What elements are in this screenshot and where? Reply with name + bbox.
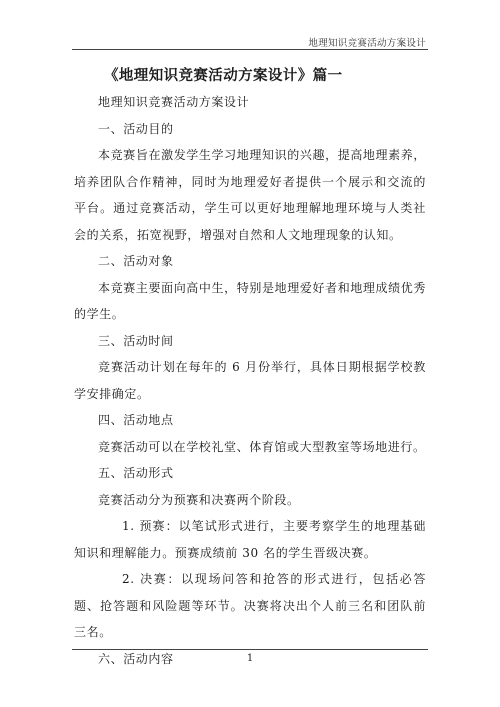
body-paragraph: 竞赛活动可以在学校礼堂、体育馆或大型教室等场地进行。: [98, 439, 426, 454]
running-header: 地理知识竞赛活动方案设计: [308, 38, 426, 49]
section-heading: 二、活动对象: [98, 254, 174, 268]
body-paragraph: 本竞赛旨在激发学生学习地理知识的兴趣，提高地理素养，培养团队合作精神，同时为地理爱好者提供一个展示和交流的平台。通过竞赛活动，学生可以更好地理解地理环境与人类社会的关系，拓宽视野，增强对自然和人文地理现象的认知。: [74, 148, 426, 242]
section-heading: 四、活动地点: [98, 413, 174, 427]
footer-divider: [72, 649, 428, 650]
body-subtitle: 地理知识竞赛活动方案设计: [98, 95, 250, 109]
body-paragraph: 竞赛活动计划在每年的 6 月份举行，具体日期根据学校教学安排确定。: [74, 360, 426, 401]
document-body: [74, 89, 426, 672]
section-heading: 五、活动形式: [98, 466, 174, 480]
list-item: 2. 决赛：以现场问答和抢答的形式进行，包括必答题、抢答题和风险题等环节。决赛将决出个人前三名和团队前三名。: [74, 572, 426, 639]
body-paragraph: 竞赛活动分为预赛和决赛两个阶段。: [98, 492, 300, 507]
section-heading: 一、活动目的: [98, 121, 174, 136]
document-title: 《地理知识竞赛活动方案设计》篇一: [104, 67, 343, 84]
list-item: 1. 预赛：以笔试形式进行，主要考察学生的地理基础知识和理解能力。预赛成绩前 30 名的学生晋级决赛。: [74, 519, 426, 560]
page-number: 1: [246, 653, 254, 664]
body-paragraph: 本竞赛主要面向高中生，特别是地理爱好者和地理成绩优秀的学生。: [74, 280, 426, 321]
section-heading: 三、活动时间: [98, 333, 174, 348]
header-divider: [72, 49, 428, 50]
section-heading: 六、活动内容: [98, 651, 174, 666]
